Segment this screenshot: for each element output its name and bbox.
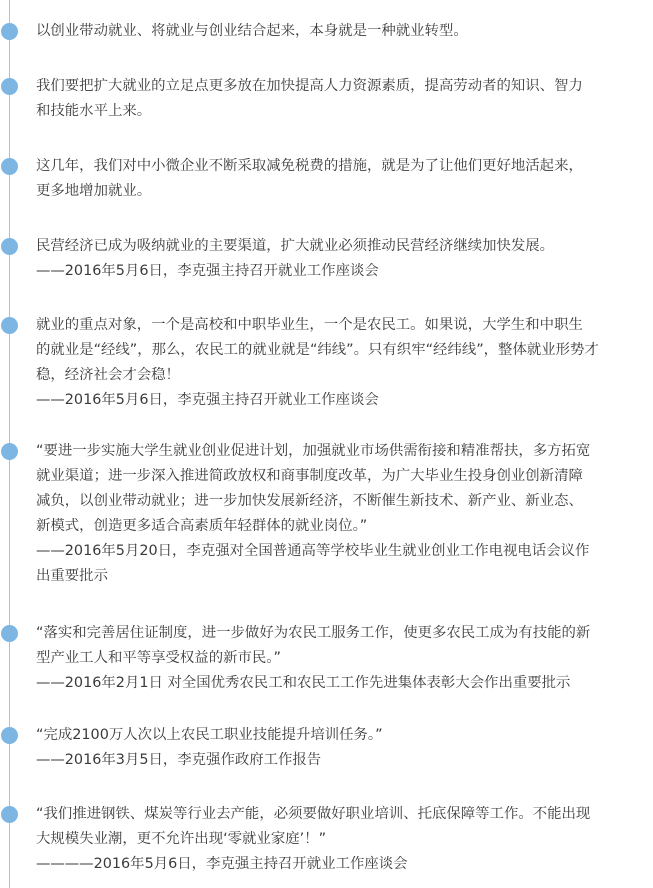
quote-entry xyxy=(36,802,648,877)
quote-text: 民营经济已成为吸纳就业的主要渠道，扩大就业必须推动民营经济继续加快发展。 xyxy=(36,238,555,254)
quote-text: 减负，以创业带动就业；进一步加快发展新经济，不断催生新技术、新产业、新业态、 xyxy=(36,493,583,509)
quote-attribution: ——2016年5月6日，李克强主持召开就业工作座谈会 xyxy=(36,263,379,279)
quote-text: 我们要把扩大就业的立足点更多放在加快提高人力资源素质，提高劳动者的知识、智力 xyxy=(36,78,583,94)
quote-text: 的就业是“经线”，那么，农民工的就业就是“纬线”。只有织牢“经纬线”，整体就业形势才 xyxy=(36,342,599,358)
quote-attribution: ——2016年5月20日，李克强对全国普通高等学校毕业生就业创业工作电视电话会议作 xyxy=(36,543,590,559)
timeline-dot xyxy=(1,443,18,460)
quote-text: 稳，经济社会才会稳！ xyxy=(36,367,180,383)
quote-text: 更多地增加就业。 xyxy=(36,183,152,199)
quote-attribution: ——2016年5月6日，李克强主持召开就业工作座谈会 xyxy=(36,392,379,408)
quote-entry xyxy=(36,154,648,204)
quote-text: “我们推进钢铁、煤炭等行业去产能，必须要做好职业培训、托底保障等工作。不能出现 xyxy=(36,806,591,822)
timeline-dot xyxy=(1,23,18,40)
quote-entry xyxy=(36,19,648,44)
quote-text: 就业的重点对象，一个是高校和中职毕业生，一个是农民工。如果说，大学生和中职生 xyxy=(36,317,583,333)
quote-text: 和技能水平上来。 xyxy=(36,103,152,119)
quote-text: 以创业带动就业、将就业与创业结合起来，本身就是一种就业转型。 xyxy=(36,23,468,39)
quote-text: “完成2100万人次以上农民工职业技能提升培训任务。” xyxy=(36,727,383,743)
quote-entry xyxy=(36,439,648,589)
quote-text: 这几年，我们对中小微企业不断采取减免税费的措施，就是为了让他们更好地活起来， xyxy=(36,158,583,174)
timeline-dot xyxy=(1,317,18,334)
quote-attribution: ——2016年3月5日，李克强作政府工作报告 xyxy=(36,752,322,768)
quote-entry xyxy=(36,74,648,124)
timeline-dot xyxy=(1,238,18,255)
quote-text: 新模式，创造更多适合高素质年轻群体的就业岗位。” xyxy=(36,518,368,534)
quote-text: 型产业工人和平等享受权益的新市民。” xyxy=(36,650,281,666)
quote-text: 就业渠道；进一步深入推进简政放权和商事制度改革，为广大毕业生投身创业创新清障 xyxy=(36,468,583,484)
quote-attribution: 出重要批示 xyxy=(36,568,108,584)
quote-entry xyxy=(36,234,648,284)
timeline-dot xyxy=(1,158,18,175)
quote-text: “落实和完善居住证制度，进一步做好为农民工服务工作，使更多农民工成为有技能的新 xyxy=(36,625,591,641)
quote-entry xyxy=(36,621,648,696)
timeline-dot xyxy=(1,727,18,744)
quote-text: 大规模失业潮，更不允许出现‘零就业家庭’！” xyxy=(36,831,327,847)
quote-entry xyxy=(36,313,648,413)
quote-text: “要进一步实施大学生就业创业促进计划，加强就业市场供需衔接和精准帮扶，多方拓宽 xyxy=(36,443,591,459)
quote-entry xyxy=(36,723,648,773)
quote-attribution: ————2016年5月6日，李克强主持召开就业工作座谈会 xyxy=(36,856,408,872)
timeline-dot xyxy=(1,806,18,823)
quote-attribution: ——2016年2月1日 对全国优秀农民工和农民工工作先进集体表彰大会作出重要批示 xyxy=(36,675,571,691)
timeline-dot xyxy=(1,78,18,95)
timeline-dot xyxy=(1,625,18,642)
